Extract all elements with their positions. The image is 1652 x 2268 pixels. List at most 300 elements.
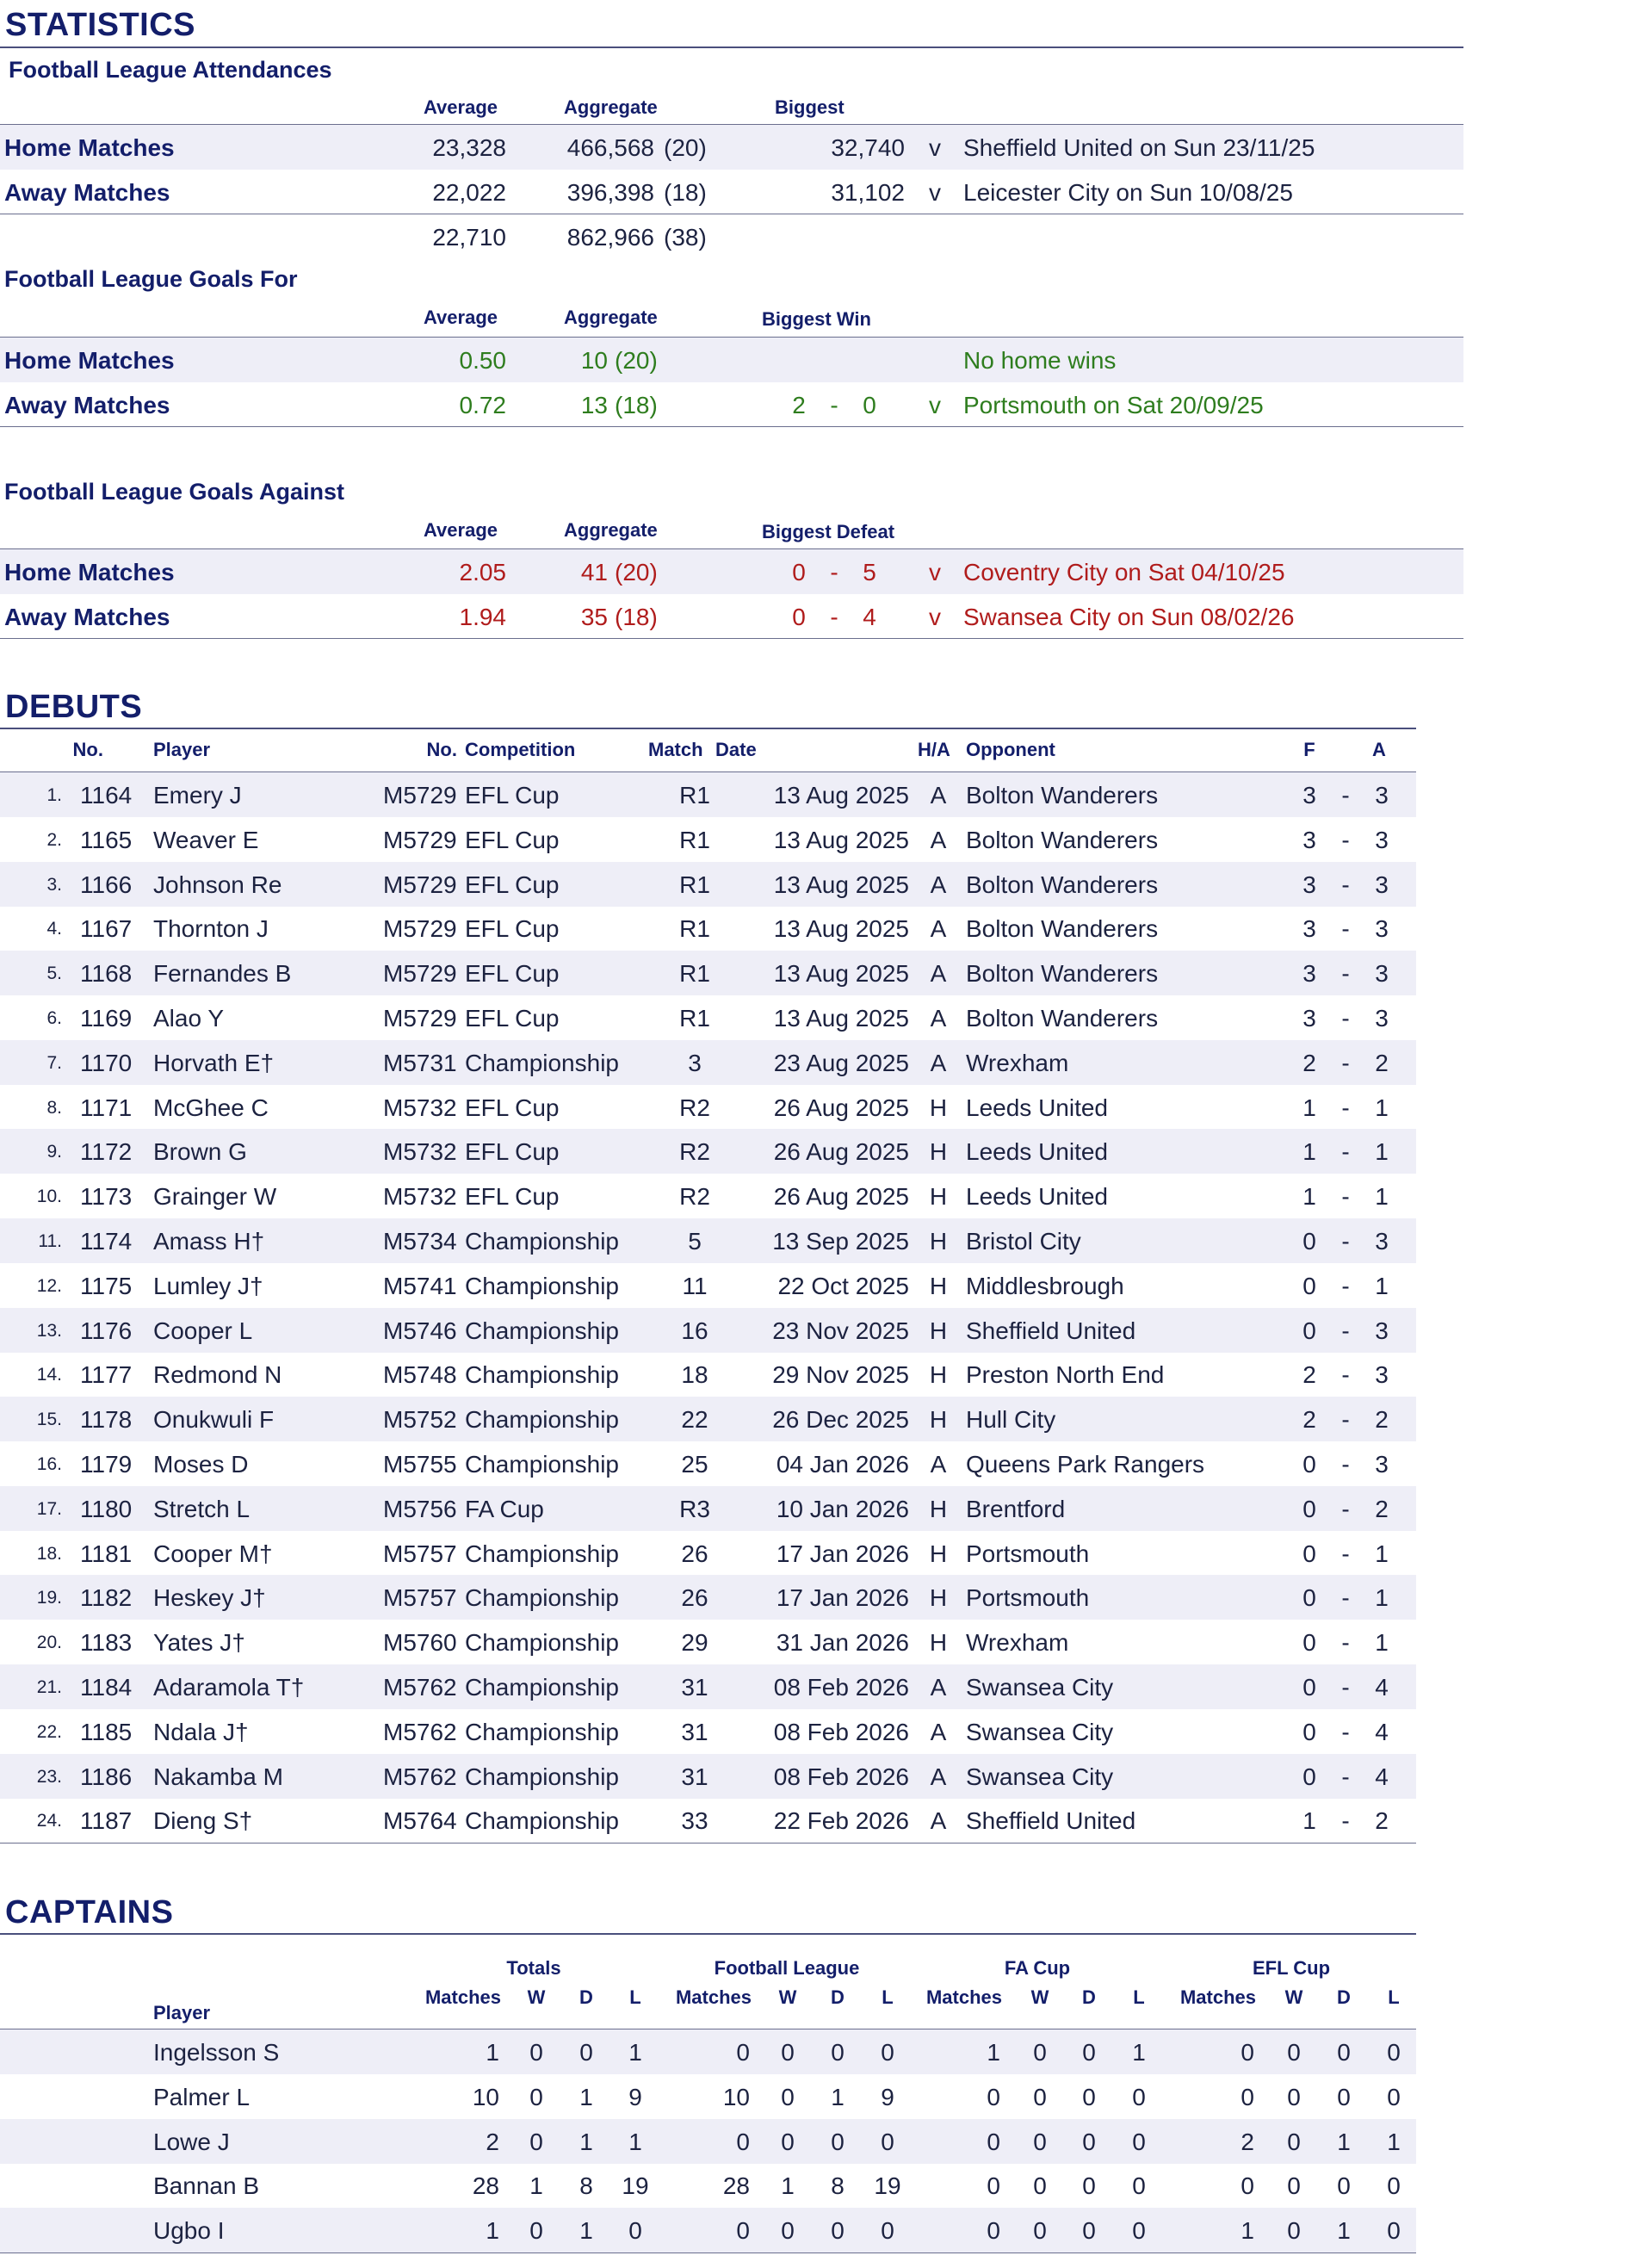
losses-value: 0	[1387, 2083, 1401, 2110]
aggregate-value: 41	[580, 559, 608, 586]
score-for: 0	[1302, 1451, 1316, 1478]
divider	[0, 46, 1463, 48]
score-against: 4	[863, 604, 876, 630]
d-header: D	[1082, 1986, 1096, 2008]
average-value: 0.72	[459, 392, 506, 418]
score-for: 0	[1302, 1718, 1316, 1745]
match-round: R2	[679, 1094, 710, 1121]
match-date: 13 Aug 2025	[773, 871, 909, 898]
wins-value: 0	[1287, 2128, 1301, 2155]
player-name: Johnson Re	[153, 871, 282, 898]
player-name: Lumley J†	[153, 1272, 263, 1299]
home-away: A	[930, 1674, 947, 1701]
divider	[0, 728, 1416, 729]
score-for: 2	[792, 392, 806, 418]
average-header: Average	[423, 519, 498, 541]
match-round: 33	[681, 1807, 708, 1835]
score-against: 3	[1375, 782, 1389, 809]
home-away: H	[929, 1138, 948, 1166]
match-round: R1	[679, 871, 710, 898]
player-name: Moses D	[153, 1451, 249, 1478]
match-date: 10 Jan 2026	[776, 1495, 909, 1522]
draws-value: 1	[831, 2083, 845, 2110]
match-date: 13 Aug 2025	[773, 1005, 909, 1032]
aggregate-value: 35	[580, 604, 608, 630]
score-dash: -	[1341, 871, 1350, 898]
losses-value: 19	[874, 2172, 901, 2200]
score-dash: -	[830, 604, 838, 630]
player-name: Amass H†	[153, 1228, 265, 1255]
row-label: Home Matches	[4, 134, 175, 161]
row-label: Home Matches	[4, 347, 175, 374]
goals-for-title: Football League Goals For	[4, 266, 298, 292]
score-against: 0	[863, 392, 876, 418]
losses-value: 9	[628, 2083, 642, 2110]
stat-row	[0, 338, 1463, 382]
match-number: M5729	[383, 871, 457, 898]
competition: Championship	[465, 1049, 619, 1076]
competition: EFL Cup	[465, 1183, 560, 1211]
score-dash: -	[830, 392, 838, 418]
aggregate-value: 396,398	[566, 179, 654, 206]
wins-value: 0	[781, 2039, 795, 2066]
match-round: 5	[688, 1228, 702, 1255]
match-date: 08 Feb 2026	[773, 1718, 909, 1745]
score-dash: -	[1341, 1228, 1350, 1255]
debut-row	[0, 1798, 1416, 1843]
losses-value: 1	[1387, 2128, 1401, 2155]
score-dash: -	[1341, 1674, 1350, 1701]
w-header: W	[778, 1986, 797, 2008]
competition: EFL Cup	[465, 826, 560, 853]
opponent: Middlesbrough	[966, 1272, 1124, 1299]
score-for: 1	[1302, 1094, 1316, 1121]
aggregate-header: Aggregate	[564, 96, 658, 118]
match-number: M5729	[383, 782, 457, 809]
row-index: 20.	[36, 1633, 62, 1653]
competition: Championship	[465, 1451, 619, 1478]
matches-value: 1	[987, 2039, 1000, 2066]
score-dash: -	[1341, 1807, 1350, 1835]
row-index: 11.	[38, 1231, 62, 1251]
score-dash: -	[1341, 1094, 1350, 1121]
row-index: 15.	[36, 1410, 62, 1430]
matches-value: 2	[486, 2128, 499, 2155]
match-round: 31	[681, 1763, 708, 1790]
score-dash: -	[830, 559, 838, 586]
competition: Championship	[465, 1629, 619, 1657]
debut-row	[0, 1486, 1416, 1531]
debut-row	[0, 1664, 1416, 1709]
divider	[0, 638, 1463, 639]
divider	[0, 1843, 1416, 1844]
player-number: 1166	[80, 871, 133, 898]
player-number: 1182	[80, 1584, 133, 1612]
match-date: 17 Jan 2026	[776, 1584, 909, 1612]
match-round: 29	[681, 1629, 708, 1657]
score-for: 3	[1302, 1005, 1316, 1032]
opponent: Brentford	[966, 1495, 1066, 1522]
match-number: M5764	[383, 1807, 457, 1835]
opponent-header: Opponent	[966, 739, 1055, 760]
draws-value: 0	[831, 2128, 845, 2155]
score-dash: -	[1341, 915, 1350, 943]
debut-row	[0, 1575, 1416, 1620]
score-against: 3	[1375, 1361, 1389, 1389]
opponent: Sheffield United	[966, 1317, 1136, 1344]
losses-value: 19	[622, 2172, 649, 2200]
debut-row	[0, 1040, 1416, 1085]
average-value: 0.50	[459, 347, 506, 374]
biggest-value: 31,102	[831, 179, 905, 206]
captain-row	[0, 2074, 1416, 2119]
player-name: Cooper L	[153, 1317, 253, 1344]
wins-value: 0	[529, 2039, 543, 2066]
opponent: Portsmouth	[966, 1584, 1090, 1612]
losses-value: 0	[1132, 2128, 1146, 2155]
score-against: 4	[1375, 1718, 1389, 1745]
home-away: A	[930, 1005, 947, 1032]
match-number: M5748	[383, 1361, 457, 1389]
player-name: Grainger W	[153, 1183, 277, 1211]
row-index: 7.	[46, 1052, 62, 1073]
opponent: Wrexham	[966, 1049, 1069, 1076]
match-number: M5760	[383, 1629, 457, 1657]
match-round: 26	[681, 1584, 708, 1612]
player-name: Ndala J†	[153, 1718, 249, 1745]
score-for: 0	[1302, 1584, 1316, 1612]
debut-row	[0, 862, 1416, 907]
row-index: 6.	[46, 1008, 62, 1028]
captain-name: Ugbo I	[153, 2217, 225, 2245]
l-header: L	[629, 1986, 641, 2008]
average-value: 23,328	[432, 134, 506, 161]
score-for: 0	[1302, 1317, 1316, 1344]
match-date: 26 Aug 2025	[773, 1094, 909, 1121]
matches-value: 0	[1241, 2172, 1254, 2200]
opponent: Preston North End	[966, 1361, 1165, 1389]
score-for: 0	[1302, 1272, 1316, 1299]
opponent: Leeds United	[966, 1183, 1109, 1211]
score-against: 3	[1375, 871, 1389, 898]
opponent: Wrexham	[966, 1629, 1069, 1657]
player-number: 1187	[80, 1807, 133, 1835]
match-number: M5741	[383, 1272, 457, 1299]
row-index: 23.	[36, 1766, 62, 1787]
score-for: 2	[1302, 1361, 1316, 1389]
row-index: 5.	[46, 964, 62, 984]
match-number: M5732	[383, 1138, 457, 1166]
row-index: 9.	[46, 1142, 62, 1162]
wins-value: 1	[781, 2172, 795, 2200]
match-round: 22	[681, 1406, 708, 1434]
debut-row	[0, 1441, 1416, 1486]
draws-value: 0	[1337, 2039, 1351, 2066]
draws-value: 1	[579, 2083, 593, 2110]
draws-value: 0	[1082, 2083, 1096, 2110]
d-header: D	[1337, 1986, 1351, 2008]
score-against: 2	[1375, 1495, 1389, 1522]
draws-value: 0	[1082, 2172, 1096, 2200]
match-date: 13 Aug 2025	[773, 826, 909, 853]
captain-name: Ingelsson S	[153, 2039, 280, 2066]
row-index: 19.	[36, 1588, 62, 1608]
home-away: H	[929, 1272, 948, 1299]
score-dash: -	[1341, 782, 1350, 809]
score-dash: -	[1341, 1049, 1350, 1076]
score-for: 3	[1302, 782, 1316, 809]
wins-value: 0	[781, 2217, 795, 2245]
competition: Championship	[465, 1763, 619, 1790]
debut-row	[0, 1129, 1416, 1174]
row-index: 2.	[46, 829, 62, 850]
home-away: A	[930, 1049, 947, 1076]
match-round: R1	[679, 826, 710, 853]
score-against: 1	[1375, 1183, 1389, 1211]
player-name: Horvath E†	[153, 1049, 275, 1076]
row-label: Away Matches	[4, 179, 170, 206]
statistics-title: STATISTICS	[5, 7, 196, 43]
score-against: 3	[1375, 826, 1389, 853]
opponent: Leeds United	[966, 1138, 1109, 1166]
match-number: M5732	[383, 1183, 457, 1211]
score-for: 0	[1302, 1629, 1316, 1657]
biggest-value: 32,740	[831, 134, 905, 161]
debut-row	[0, 1754, 1416, 1799]
f-header: F	[1303, 739, 1315, 760]
competition: EFL Cup	[465, 915, 560, 943]
wins-value: 0	[1033, 2128, 1047, 2155]
goals-against-title: Football League Goals Against	[4, 479, 345, 505]
score-against: 3	[1375, 1228, 1389, 1255]
wins-value: 0	[1033, 2039, 1047, 2066]
competition: Championship	[465, 1361, 619, 1389]
home-away: A	[930, 871, 947, 898]
match-round: 26	[681, 1540, 708, 1567]
match-date: 26 Dec 2025	[772, 1406, 909, 1434]
score-dash: -	[1341, 1540, 1350, 1567]
draws-value: 0	[1082, 2039, 1096, 2066]
match-date: 13 Aug 2025	[773, 915, 909, 943]
competition: Championship	[465, 1228, 619, 1255]
wins-value: 0	[1287, 2172, 1301, 2200]
opponent: Bristol City	[966, 1228, 1081, 1255]
match-date: 31 Jan 2026	[776, 1629, 909, 1657]
competition: Championship	[465, 1540, 619, 1567]
match-round: 16	[681, 1317, 708, 1344]
draws-value: 8	[831, 2172, 845, 2200]
player-number: 1172	[80, 1138, 133, 1166]
row-index: 17.	[36, 1498, 62, 1519]
player-number: 1177	[80, 1361, 133, 1389]
debut-row	[0, 817, 1416, 862]
match-date: 23 Nov 2025	[772, 1317, 909, 1344]
versus: v	[929, 392, 941, 418]
divider	[0, 426, 1463, 427]
score-against: 2	[1375, 1406, 1389, 1434]
matches-value: 0	[987, 2172, 1000, 2200]
games-count: (18)	[615, 604, 658, 630]
competition: Championship	[465, 1674, 619, 1701]
row-label: Away Matches	[4, 392, 170, 418]
match-round: R2	[679, 1183, 710, 1211]
games-count: (20)	[664, 134, 707, 161]
row-index: 12.	[36, 1275, 62, 1296]
home-away: A	[930, 782, 947, 809]
match-number: M5729	[383, 960, 457, 988]
matches-value: 0	[987, 2083, 1000, 2110]
score-for: 1	[1302, 1807, 1316, 1835]
home-away: A	[930, 915, 947, 943]
score-dash: -	[1341, 1005, 1350, 1032]
match-number: M5752	[383, 1406, 457, 1434]
matches-value: 1	[486, 2039, 499, 2066]
football-league-group-header: Football League	[714, 1957, 860, 1979]
match-detail: Leicester City on Sun 10/08/25	[963, 179, 1293, 206]
row-index: 4.	[46, 919, 62, 939]
score-against: 3	[1375, 1005, 1389, 1032]
player-name: Alao Y	[153, 1005, 224, 1032]
d-header: D	[831, 1986, 845, 2008]
home-away: H	[929, 1540, 948, 1567]
no-header: No.	[72, 739, 103, 760]
debut-row	[0, 951, 1416, 995]
score-against: 1	[1375, 1629, 1389, 1657]
versus: v	[929, 604, 941, 630]
match-number: M5755	[383, 1451, 457, 1478]
draws-value: 0	[1337, 2172, 1351, 2200]
debut-row	[0, 1308, 1416, 1353]
match-detail: Portsmouth on Sat 20/09/25	[963, 392, 1264, 418]
match-number: M5731	[383, 1049, 457, 1076]
match-date: 13 Aug 2025	[773, 782, 909, 809]
aggregate-value: 13	[580, 392, 608, 418]
matches-value: 28	[472, 2172, 499, 2200]
total-average: 22,710	[432, 224, 506, 251]
score-for: 3	[1302, 826, 1316, 853]
games-count: (18)	[615, 392, 658, 418]
matches-header: Matches	[925, 1986, 1002, 2008]
debuts-title: DEBUTS	[5, 689, 143, 725]
versus: v	[929, 179, 941, 206]
row-index: 3.	[46, 874, 62, 895]
captain-row	[0, 2029, 1416, 2074]
score-for: 0	[1302, 1495, 1316, 1522]
player-header: Player	[153, 739, 211, 760]
home-away: H	[929, 1495, 948, 1522]
opponent: Swansea City	[966, 1763, 1114, 1790]
match-detail: No home wins	[963, 347, 1117, 374]
debut-row	[0, 906, 1416, 951]
score-dash: -	[1341, 1406, 1350, 1434]
player-name: Redmond N	[153, 1361, 282, 1389]
home-away: H	[929, 1406, 948, 1434]
opponent: Sheffield United	[966, 1807, 1136, 1835]
row-index: 8.	[46, 1097, 62, 1118]
matches-value: 0	[1241, 2039, 1254, 2066]
match-round: R1	[679, 915, 710, 943]
draws-value: 0	[1082, 2128, 1096, 2155]
player-number: 1175	[80, 1272, 133, 1299]
match-round: 18	[681, 1361, 708, 1389]
row-index: 24.	[36, 1811, 62, 1831]
match-date: 13 Sep 2025	[772, 1228, 909, 1255]
player-number: 1181	[80, 1540, 133, 1567]
losses-value: 0	[1387, 2217, 1401, 2245]
wins-value: 0	[1033, 2172, 1047, 2200]
match-date: 04 Jan 2026	[776, 1451, 909, 1478]
player-number: 1176	[80, 1317, 133, 1344]
match-detail: Swansea City on Sun 08/02/26	[963, 604, 1295, 630]
home-away: A	[930, 1718, 947, 1745]
match-number: M5762	[383, 1718, 457, 1745]
player-number: 1164	[80, 782, 133, 809]
aggregate-value: 10	[580, 347, 608, 374]
match-detail: Coventry City on Sat 04/10/25	[963, 559, 1285, 586]
home-away: A	[930, 826, 947, 853]
score-for: 0	[1302, 1674, 1316, 1701]
competition: Championship	[465, 1584, 619, 1612]
match-date: 08 Feb 2026	[773, 1674, 909, 1701]
totals-group-header: Totals	[506, 1957, 561, 1979]
player-name: Thornton J	[153, 915, 269, 943]
home-away: H	[929, 1629, 948, 1657]
captain-name: Palmer L	[153, 2083, 251, 2110]
matches-value: 28	[722, 2172, 750, 2200]
score-for: 0	[1302, 1763, 1316, 1790]
opponent: Portsmouth	[966, 1540, 1090, 1567]
player-number: 1179	[80, 1451, 133, 1478]
draws-value: 0	[831, 2039, 845, 2066]
home-away: H	[929, 1183, 948, 1211]
player-name: McGhee C	[153, 1094, 269, 1121]
score-against: 3	[1375, 1317, 1389, 1344]
match-number: M5734	[383, 1228, 457, 1255]
row-index: 18.	[36, 1543, 62, 1564]
match-date: 22 Oct 2025	[777, 1272, 909, 1299]
captains-title: CAPTAINS	[5, 1894, 174, 1930]
opponent: Swansea City	[966, 1674, 1114, 1701]
losses-value: 1	[628, 2039, 642, 2066]
aggregate-header: Aggregate	[564, 519, 658, 541]
debut-row	[0, 1531, 1416, 1576]
match-number: M5757	[383, 1540, 457, 1567]
debut-row	[0, 995, 1416, 1040]
opponent: Hull City	[966, 1406, 1056, 1434]
score-dash: -	[1341, 1718, 1350, 1745]
match-round: R1	[679, 960, 710, 988]
home-away: H	[929, 1584, 948, 1612]
match-round: R3	[679, 1495, 710, 1522]
match-number: M5756	[383, 1495, 457, 1522]
match-date: 26 Aug 2025	[773, 1183, 909, 1211]
match-number: M5757	[383, 1584, 457, 1612]
stat-row	[0, 170, 1463, 214]
score-for: 0	[792, 604, 806, 630]
home-away: A	[930, 1807, 947, 1835]
opponent: Bolton Wanderers	[966, 782, 1159, 809]
score-for: 3	[1302, 915, 1316, 943]
debut-row	[0, 1397, 1416, 1441]
score-dash: -	[1341, 1272, 1350, 1299]
wins-value: 0	[529, 2128, 543, 2155]
matches-value: 0	[736, 2128, 750, 2155]
row-index: 22.	[36, 1721, 62, 1742]
player-number: 1167	[80, 915, 133, 943]
losses-value: 0	[1132, 2083, 1146, 2110]
matches-value: 2	[1241, 2128, 1254, 2155]
match-number: M5762	[383, 1763, 457, 1790]
